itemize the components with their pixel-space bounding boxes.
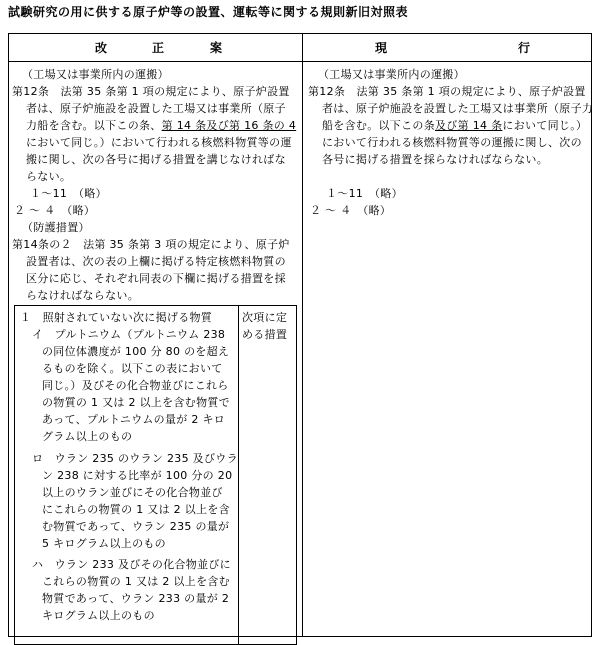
revised-art12-line2: 者は、原子炉施設を設置した工場又は事業所（原子: [26, 102, 286, 115]
current-heading-transport: （工場又は事業所内の運搬）: [318, 68, 465, 81]
current-art12-line3: [322, 117, 587, 134]
revised-paras-omitted: ２ ～ ４ （略）: [14, 204, 96, 217]
current-paras-omitted: ２ ～ ４ （略）: [310, 204, 392, 217]
current-art12-line1: 第12条 法第 35 条第 1 項の規定により、原子炉設置: [308, 85, 586, 98]
revised-art12-line3: [26, 117, 296, 134]
table-row-ha-4: キログラム以上のもの: [42, 609, 155, 622]
current-art12-line5: 各号に掲げる措置を採らなければならない。: [322, 153, 548, 166]
table-measure-2: める措置: [242, 328, 288, 341]
current-art12-text: 船を含む。以下この条: [322, 119, 435, 132]
table-measure-1: 次項に定: [242, 311, 288, 324]
column-divider: [302, 33, 303, 637]
current-art12-text-tail: において同じ。）: [502, 119, 588, 132]
header-current-1: 現: [375, 41, 388, 55]
table-row-ro-4: にこれらの物質の 1 又は 2 以上を含: [42, 503, 230, 516]
header-current-2: 行: [518, 41, 531, 55]
table-row-ro-6: 5 キログラム以上のもの: [42, 537, 166, 550]
table-row-i: イ プルトニウム（プルトニウム 238: [32, 328, 226, 341]
inner-table-divider: [238, 305, 239, 645]
current-art12-line4: において行われる核燃料物質等の運搬に関し、次の: [322, 136, 582, 149]
table-row-ha-2: これらの物質の 1 又は 2 以上を含む: [42, 575, 230, 588]
revised-art12-line6: らない。: [26, 170, 72, 183]
table-row-i-6: あって、プルトニウムの量が 2 キロ: [42, 413, 226, 426]
table-row-i-2: の同位体濃度が 100 分 80 のを超え: [42, 345, 230, 358]
current-art12-line2: 者は、原子炉施設を設置した工場又は事業所（原子力: [322, 102, 594, 115]
revised-heading-protection: （防護措置）: [22, 221, 90, 234]
table-row-ro-2: ン 238 に対する比率が 100 分の 20: [42, 469, 233, 482]
table-row-i-7: グラム以上のもの: [42, 430, 133, 443]
table-row-i-3: るものを除く。以下この表において: [42, 362, 223, 375]
revised-art12-line5: 搬に関し、次の各号に掲げる措置を講じなければな: [26, 153, 286, 166]
revised-art14-line2: 設置者は、次の表の上欄に掲げる特定核燃料物質の: [26, 255, 286, 268]
table-row-i-4: 同じ。）及びその化合物並びにこれら: [42, 379, 229, 392]
table-row-ha: ハ ウラン 233 及びその化合物並びに: [32, 558, 231, 571]
revised-art14-line4: らなければならない。: [26, 289, 139, 302]
revised-items-omitted: １～11 （略）: [30, 187, 107, 200]
table-row-1: １ 照射されていない次に掲げる物質: [20, 311, 213, 324]
revised-art12-line1: 第12条 法第 35 条第 1 項の規定により、原子炉設置: [12, 85, 290, 98]
header-divider: [8, 61, 592, 62]
table-row-ha-3: 物質であって、ウラン 233 の量が 2: [42, 592, 230, 605]
current-items-omitted: １～11 （略）: [326, 187, 403, 200]
table-row-ro-5: む物質であって、ウラン 235 の量が: [42, 520, 230, 533]
table-row-i-5: の物質の 1 又は 2 以上を含む物質で: [42, 396, 230, 409]
revised-art14-line1: 第14条の２ 法第 35 条第 3 項の規定により、原子炉: [12, 238, 290, 251]
header-revised-1: 改: [95, 41, 108, 55]
table-row-ro-3: 以上のウラン並びにその化合物並び: [42, 486, 223, 499]
current-amendment-underline: 及び第 14 条: [435, 119, 503, 132]
header-revised-2: 正: [152, 41, 165, 55]
revised-art12-text: 力船を含む。以下この条、: [26, 119, 162, 132]
revised-art14-line3: 区分に応じ、それぞれ同表の下欄に掲げる措置を採: [26, 272, 286, 285]
revised-amendment-underline: 第 14 条及び第 16 条の 4: [161, 119, 297, 132]
table-row-ro: ロ ウラン 235 のウラン 235 及びウラ: [32, 452, 238, 465]
document-title: 試験研究の用に供する原子炉等の設置、運転等に関する規則新旧対照表: [8, 5, 409, 19]
header-revised-3: 案: [210, 41, 223, 55]
revised-heading-transport: （工場又は事業所内の運搬）: [22, 68, 169, 81]
revised-art12-line4: において同じ。）において行われる核燃料物質等の運: [26, 136, 292, 149]
